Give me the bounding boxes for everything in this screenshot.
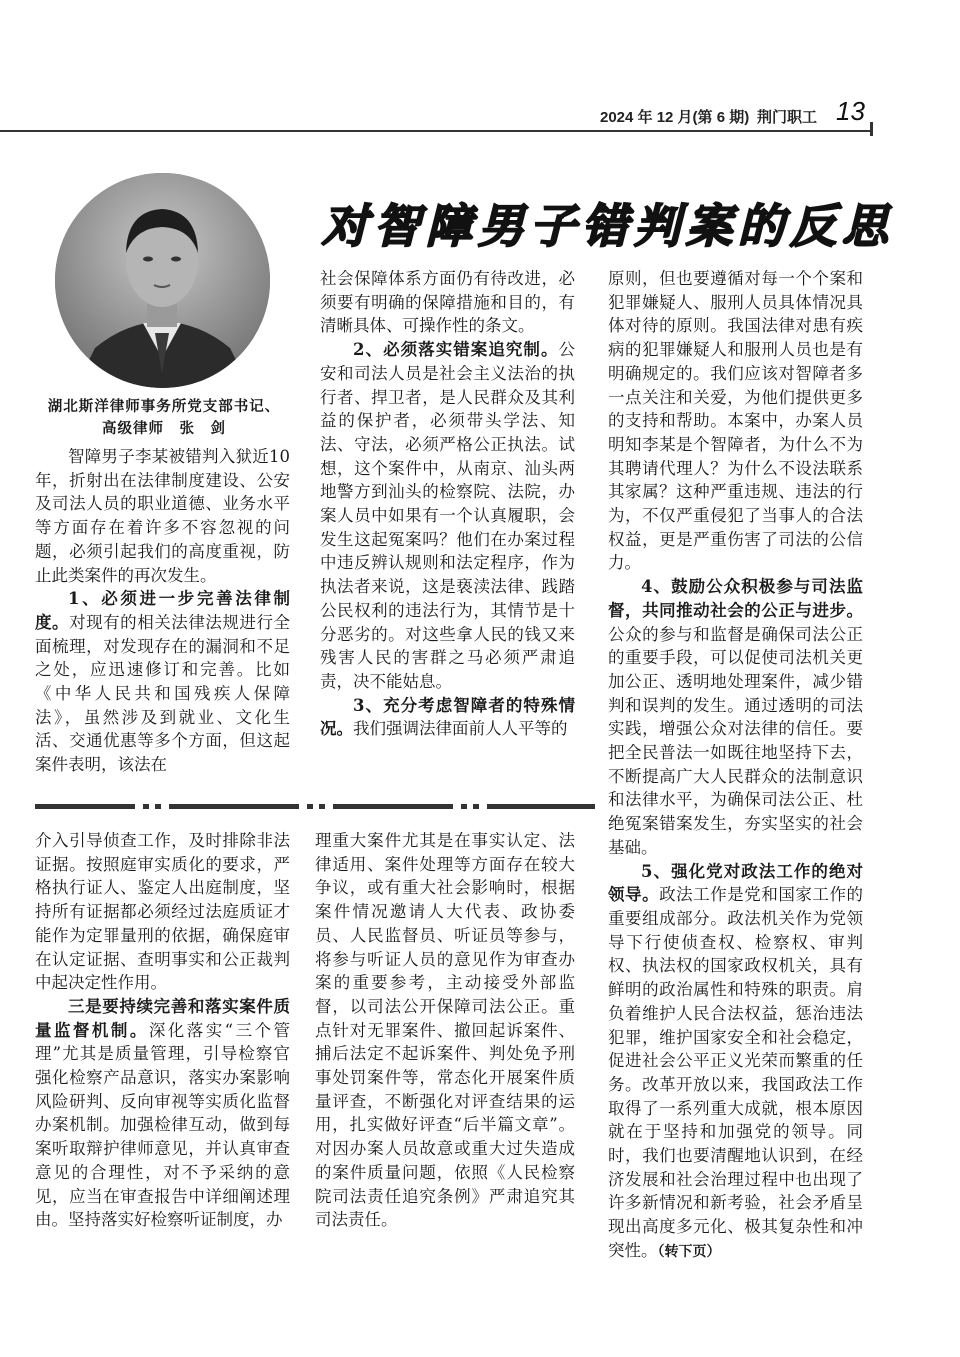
paragraph: 理重大案件尤其是在事实认定、法律适用、案件处理等方面存在较大争议，或有重大社会影响时，根据案件情况邀请人大代表、政协委员、人民监督员、听证员等参与，将参与听证人员的意见作为审查办案的重要参考，主动接受外部监督，以司法公开保障司法公正。重点针对无罪案件、撤回起诉案件、捕后法定不起诉案件、判处免予刑事处罚案件等，常态化开展案件质量评查，不断强化对评查结果的运用，扎实做好评查“后半篇文章”。对因办案人员故意或重大过失造成的案件质量问题，依照《人民检察院司法责任追究条例》严肃追究其司法责任。 — [315, 831, 575, 1230]
paragraph — [608, 860, 863, 1265]
column-1 — [35, 445, 290, 777]
section-heading: 三是要持续完善和落实案件质量监督机制。 — [35, 996, 290, 1040]
divider-segment — [487, 804, 595, 809]
divider-dot — [473, 804, 479, 809]
article-title: 对智障男子错判案的反思 — [322, 199, 894, 253]
author-caption — [30, 396, 298, 440]
divider-dot — [461, 804, 467, 809]
continued-note: （转下页） — [657, 1243, 721, 1260]
paragraph — [320, 338, 575, 694]
author-title: 湖北斯洋律师事务所党支部书记、 — [47, 398, 281, 415]
page-header — [0, 96, 960, 134]
issue-date: 2024 年 12 月(第 6 期) — [600, 109, 750, 126]
section-heading: 1、必须进一步完善法律制度。 — [35, 589, 290, 632]
divider-segment — [169, 804, 299, 809]
divider-dot — [319, 804, 325, 809]
paragraph-text: 公安和司法人员是社会主义法治的执行者、捍卫者，是人民群众及其利益的保护者，必须带头学法、知法、守法，必须严格公正执法。试想，这个案件中，从南京、汕头两地警方到汕头的检察院、法院，办案人员中如果有一个认真履职，会发生这起冤案吗？他们在办案过程中违反辨认规则和法定程序，作为执法者来说，这是亵渎法律、践踏公民权利的违法行为，其情节是十分恶劣的。对这些拿人民的钱又来残害人民的害群之马必须严肃追责，决不能姑息。 — [320, 340, 575, 691]
divider-segment — [35, 804, 135, 809]
header-rule — [0, 130, 870, 132]
paragraph-text: 公众的参与和监督是确保司法公正的重要手段，可以促使司法机关更加公正、透明地处理案件，减少错判和误判的发生。通过透明的司法实践，增强公众对法律的信任。要把全民普法一如既往地坚持下去，不断提高广大人民群众的法制意识和法律水平，为确保司法公正、杜绝冤案错案发生，夯实坚实的社会基础。 — [608, 624, 863, 857]
paragraph: 介入引导侦查工作，及时排除非法证据。按照庭审实质化的要求，严格执行证人、鉴定人出庭制度，坚持所有证据都必须经过法庭质证才能作为定罪量刑的依据，确保庭审在认定证据、查明事实和公正裁判中起决定性作用。 — [35, 831, 290, 993]
paragraph: 社会保障体系方面仍有待改进，必须要有明确的保障措施和目的，有清晰具体、可操作性的条文。 — [320, 269, 575, 336]
divider-dot — [143, 804, 149, 809]
paragraph — [35, 995, 290, 1232]
paragraph — [35, 587, 290, 777]
column-2 — [320, 267, 575, 741]
paragraph: 智障男子李某被错判入狱近10年，折射出在法律制度建设、公安及司法人员的职业道德、业务水平等方面存在着许多不容忽视的问题，必须引起我们的高度重视，防止此类案件的再次发生。 — [35, 447, 290, 585]
column-4 — [35, 829, 290, 1232]
author-portrait — [55, 173, 270, 388]
header-rule-tick — [870, 122, 873, 136]
section-heading: 2、必须落实错案追究制。 — [353, 340, 559, 360]
section-heading: 5、强化党对政法工作的绝对领导。 — [608, 861, 863, 905]
divider-dot — [307, 804, 313, 809]
publication-name: 荆门职工 — [757, 109, 818, 126]
column-5 — [315, 829, 575, 1232]
author-portrait-image — [55, 173, 270, 388]
paragraph — [608, 575, 863, 859]
paragraph: 原则，但也要遵循对每一个个案和犯罪嫌疑人、服刑人员具体情况具体对待的原则。我国法律对患有疾病的犯罪嫌疑人和服刑人员也是有明确规定的。我们应该对智障者多一点关注和关爱，为他们提供更多的支持和帮助。本案中，办案人员明知李某是个智障者，为什么不为其聘请代理人？为什么不设法联系其家属？这种严重违规、违法的行为，不仅严重侵犯了当事人的合法权益，更是严重伤害了司法的公信力。 — [608, 269, 863, 573]
paragraph-text: 政法工作是党和国家工作的重要组成部分。政法机关作为党领导下行使侦查权、检察权、审判权、执法权的国家政权机关，具有鲜明的政治属性和特殊的职责。肩负着维护人民合法权益，惩治违法犯罪，维护国家安全和社会稳定，促进社会公平正义光荣而繁重的任务。改革开放以来，我国政法工作取得了一系列重大成就，根本原因就在于坚持和加强党的领导。同时，我们也要清醒地认识到，在经济发展和社会治理过程中也出现了许多新情况和新考验，社会矛盾呈现出高度多元化、极其复杂性和冲突性。 — [608, 885, 864, 1260]
divider-segment — [333, 804, 453, 809]
column-3 — [608, 267, 863, 1265]
author-name: 高级律师 张 剑 — [102, 420, 226, 437]
section-divider — [35, 804, 595, 809]
paragraph-text: 深化落实“三个管理”尤其是质量管理，引导检察官强化检察产品意识，落实办案影响风险研判、反向审视等实质化监督办案机制。加强检律互动，做到每案听取辩护律师意见，并认真审查意见的合理性，对不予采纳的意见，应当在审查报告中详细阐述理由。坚持落实好检察听证制度，办 — [35, 1020, 291, 1230]
section-heading: 4、鼓励公众积极参与司法监督，共同推动社会的公正与进步。 — [608, 577, 863, 620]
paragraph-text: 我们强调法律面前人人平等的 — [353, 719, 568, 739]
paragraph-text: 对现有的相关法律法规进行全面梳理，对发现存在的漏洞和不足之处，应迅速修订和完善。比如《中华人民共和国残疾人保障法》，虽然涉及到就业、文化生活、交通优惠等多个方面，但这起案件表明，该法在 — [35, 612, 291, 775]
paragraph — [320, 694, 575, 741]
divider-dot — [155, 804, 161, 809]
section-heading: 3、充分考虑智障者的特殊情况。 — [320, 695, 575, 739]
page-number: 13 — [836, 96, 865, 126]
